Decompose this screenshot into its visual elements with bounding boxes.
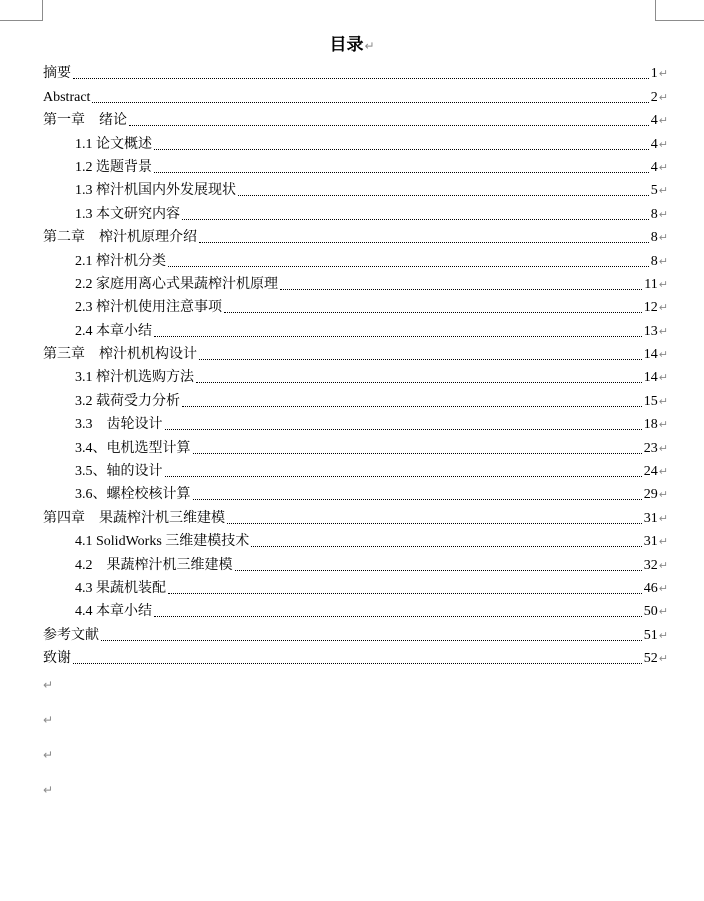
toc-entry-page: [644, 394, 668, 410]
dot-leader: [129, 125, 649, 126]
paragraph-mark-icon: ↵: [658, 348, 668, 362]
toc-entry[interactable]: [43, 176, 668, 199]
toc-entry-page: [651, 230, 668, 246]
toc-entry-page: [651, 137, 668, 153]
toc-entry-page-number: 32: [643, 557, 658, 573]
toc-entry[interactable]: [43, 550, 668, 573]
toc-entry-page-number: 4: [650, 113, 658, 129]
toc-entry-page: [651, 183, 668, 199]
toc-entry-label[interactable]: 1.3 本文研究内容: [75, 206, 180, 222]
dot-leader: [154, 616, 642, 617]
paragraph-mark-icon: ↵: [658, 581, 668, 595]
paragraph-mark-icon: ↵: [658, 371, 668, 385]
toc-entry-page: [644, 511, 668, 527]
toc-entry-page: [644, 347, 668, 363]
toc-entry-page-number: 51: [643, 627, 658, 643]
table-of-contents: [43, 59, 668, 667]
toc-entry-label[interactable]: 2.4 本章小结: [75, 323, 152, 339]
toc-entry[interactable]: [43, 223, 668, 246]
dot-leader: [165, 429, 642, 430]
dot-leader: [199, 359, 642, 360]
dot-leader: [193, 499, 642, 500]
toc-entry[interactable]: [43, 410, 668, 433]
paragraph-mark-icon: ↵: [658, 231, 668, 245]
toc-entry-label[interactable]: 1.2 选题背景: [75, 159, 152, 175]
paragraph-mark-icon: ↵: [658, 628, 668, 642]
paragraph-mark-icon: ↵: [658, 511, 668, 525]
dot-leader: [227, 523, 642, 524]
paragraph-mark-icon: ↵: [658, 160, 668, 174]
toc-entry-page-number: 5: [650, 183, 658, 199]
toc-entry-page: [644, 534, 668, 550]
toc-entry-page-number: 11: [644, 276, 658, 292]
toc-entry[interactable]: [43, 363, 668, 386]
toc-entry[interactable]: [43, 199, 668, 222]
toc-entry-page: [651, 207, 668, 223]
toc-entry-page: [651, 90, 668, 106]
toc-entry-page-number: 31: [643, 534, 658, 550]
paragraph-mark-icon: ↵: [658, 301, 668, 315]
toc-entry-label[interactable]: 3.4、电机选型计算: [75, 440, 191, 456]
toc-entry-label[interactable]: 参考文献: [43, 627, 99, 643]
paragraph-mark-icon: ↵: [43, 678, 54, 692]
paragraph-mark-icon: ↵: [658, 652, 668, 666]
paragraph-mark-icon: ↵: [658, 535, 668, 549]
toc-entry[interactable]: [43, 574, 668, 597]
toc-entry-page: [644, 628, 668, 644]
toc-entry-page: [651, 113, 668, 129]
toc-entry-label[interactable]: 2.2 家庭用离心式果蔬榨汁机原理: [75, 276, 278, 292]
toc-entry[interactable]: [43, 129, 668, 152]
toc-entry-page: [644, 581, 668, 597]
toc-entry[interactable]: [43, 433, 668, 456]
toc-entry-label[interactable]: 2.3 榨汁机使用注意事项: [75, 300, 222, 316]
toc-entry[interactable]: [43, 644, 668, 667]
dot-leader: [101, 640, 642, 641]
paragraph-mark-icon: ↵: [658, 184, 668, 198]
toc-entry[interactable]: [43, 527, 668, 550]
paragraph-mark-icon: ↵: [364, 39, 375, 53]
dot-leader: [193, 453, 642, 454]
toc-entry[interactable]: [43, 293, 668, 316]
toc-entry-label[interactable]: 致谢: [43, 651, 71, 667]
toc-entry-label[interactable]: 3.6、螺栓校核计算: [75, 487, 191, 503]
dot-leader: [182, 219, 649, 220]
toc-entry-page-number: 14: [643, 370, 658, 386]
toc-entry[interactable]: [43, 503, 668, 526]
toc-entry-page-number: 1: [650, 66, 658, 82]
toc-entry-label[interactable]: 第二章 榨汁机原理介绍: [43, 230, 197, 246]
toc-entry[interactable]: [43, 82, 668, 105]
dot-leader: [280, 289, 642, 290]
dot-leader: [182, 406, 642, 407]
toc-entry-label[interactable]: 第四章 果蔬榨汁机三维建模: [43, 510, 225, 526]
dot-leader: [235, 570, 642, 571]
dot-leader: [73, 78, 649, 79]
toc-entry-label[interactable]: 4.1 SolidWorks 三维建模技术: [75, 534, 250, 550]
toc-entry-page: [644, 464, 668, 480]
toc-entry-page: [644, 300, 668, 316]
paragraph-mark-icon: ↵: [43, 713, 54, 727]
toc-entry-page-number: 18: [643, 417, 658, 433]
toc-entry-page-number: 4: [650, 136, 658, 152]
toc-entry-page: [651, 160, 668, 176]
paragraph-mark-icon: ↵: [43, 748, 54, 762]
toc-entry-page: [644, 370, 668, 386]
paragraph-mark-icon: ↵: [658, 324, 668, 338]
paragraph-mark-icon: ↵: [658, 605, 668, 619]
paragraph-mark-icon: ↵: [658, 394, 668, 408]
paragraph-mark-icon: ↵: [658, 441, 668, 455]
toc-entry-page-number: 4: [650, 159, 658, 175]
toc-entry-page: [651, 66, 668, 82]
paragraph-mark-icon: ↵: [658, 254, 668, 268]
toc-entry-page-number: 2: [650, 89, 658, 105]
dot-leader: [154, 149, 649, 150]
paragraph-mark-icon: ↵: [658, 207, 668, 221]
toc-entry-label[interactable]: 1.1 论文概述: [75, 136, 152, 152]
toc-entry-page-number: 52: [643, 651, 658, 667]
paragraph-mark-icon: ↵: [658, 90, 668, 104]
toc-entry-label[interactable]: 第一章 绪论: [43, 113, 127, 129]
dot-leader: [251, 546, 642, 547]
dot-leader: [224, 312, 642, 313]
paragraph-mark-icon: ↵: [658, 488, 668, 502]
toc-entry-label[interactable]: 1.3 榨汁机国内外发展现状: [75, 183, 236, 199]
toc-entry[interactable]: [43, 270, 668, 293]
toc-entry[interactable]: [43, 106, 668, 129]
toc-entry-label[interactable]: 4.2 果蔬榨汁机三维建模: [75, 557, 233, 573]
toc-entry-page: [644, 277, 668, 293]
toc-title: [0, 30, 704, 55]
toc-entry[interactable]: [43, 59, 668, 82]
toc-entry[interactable]: [43, 386, 668, 409]
paragraph-mark-icon: ↵: [658, 137, 668, 151]
paragraph-mark-icon: ↵: [658, 558, 668, 572]
toc-entry-label[interactable]: 4.4 本章小结: [75, 604, 152, 620]
toc-entry[interactable]: [43, 597, 668, 620]
toc-entry-page: [644, 324, 668, 340]
toc-entry-page-number: 8: [650, 206, 658, 222]
toc-entry-page-number: 15: [643, 393, 658, 409]
dot-leader: [196, 382, 642, 383]
dot-leader: [199, 242, 649, 243]
toc-entry-label[interactable]: 摘要: [43, 66, 71, 82]
toc-entry[interactable]: [43, 246, 668, 269]
dot-leader: [154, 336, 642, 337]
dot-leader: [73, 663, 642, 664]
toc-entry-label[interactable]: 3.3 齿轮设计: [75, 417, 163, 433]
toc-title-text: 目录: [329, 35, 364, 55]
paragraph-mark-icon: ↵: [658, 465, 668, 479]
toc-entry-page: [651, 254, 668, 270]
toc-entry-label[interactable]: Abstract: [43, 89, 91, 105]
dot-leader: [154, 172, 649, 173]
toc-entry-label[interactable]: 第三章 榨汁机机构设计: [43, 347, 197, 363]
toc-entry-page-number: 23: [643, 440, 658, 456]
toc-entry[interactable]: [43, 153, 668, 176]
toc-entry[interactable]: [43, 480, 668, 503]
toc-entry-label[interactable]: 3.5、轴的设计: [75, 464, 163, 480]
dot-leader: [92, 102, 648, 103]
dot-leader: [165, 476, 642, 477]
toc-entry-page-number: 24: [643, 464, 658, 480]
toc-entry-page-number: 14: [643, 347, 658, 363]
toc-entry-label[interactable]: 3.2 载荷受力分析: [75, 393, 180, 409]
paragraph-mark-icon: ↵: [43, 783, 54, 797]
toc-entry-label[interactable]: 3.1 榨汁机选购方法: [75, 370, 194, 386]
toc-entry-page-number: 8: [650, 253, 658, 269]
toc-entry-page: [644, 487, 668, 503]
toc-entry-page-number: 13: [643, 323, 658, 339]
toc-entry[interactable]: [43, 340, 668, 363]
paragraph-mark-icon: ↵: [658, 114, 668, 128]
toc-entry-page: [644, 417, 668, 433]
paragraph-mark-icon: ↵: [658, 67, 668, 81]
page-corner-top-right: [655, 0, 704, 21]
page-corner-top-left: [0, 0, 43, 21]
toc-entry-page: [644, 604, 668, 620]
dot-leader: [168, 593, 642, 594]
paragraph-mark-icon: ↵: [658, 418, 668, 432]
toc-entry-label[interactable]: 4.3 果蔬机装配: [75, 580, 166, 596]
toc-entry-page-number: 8: [650, 230, 658, 246]
toc-entry-page-number: 31: [643, 510, 658, 526]
dot-leader: [238, 195, 649, 196]
toc-entry-page: [644, 441, 668, 457]
paragraph-mark-icon: ↵: [658, 277, 668, 291]
toc-entry-page: [644, 651, 668, 667]
toc-entry[interactable]: [43, 620, 668, 643]
toc-entry[interactable]: [43, 457, 668, 480]
toc-entry-page-number: 50: [643, 604, 658, 620]
toc-entry-page: [644, 558, 668, 574]
toc-entry-page-number: 29: [643, 487, 658, 503]
toc-entry-page-number: 46: [643, 580, 658, 596]
dot-leader: [168, 266, 649, 267]
toc-entry-label[interactable]: 2.1 榨汁机分类: [75, 253, 166, 269]
toc-entry[interactable]: [43, 316, 668, 339]
toc-entry-page-number: 12: [643, 300, 658, 316]
